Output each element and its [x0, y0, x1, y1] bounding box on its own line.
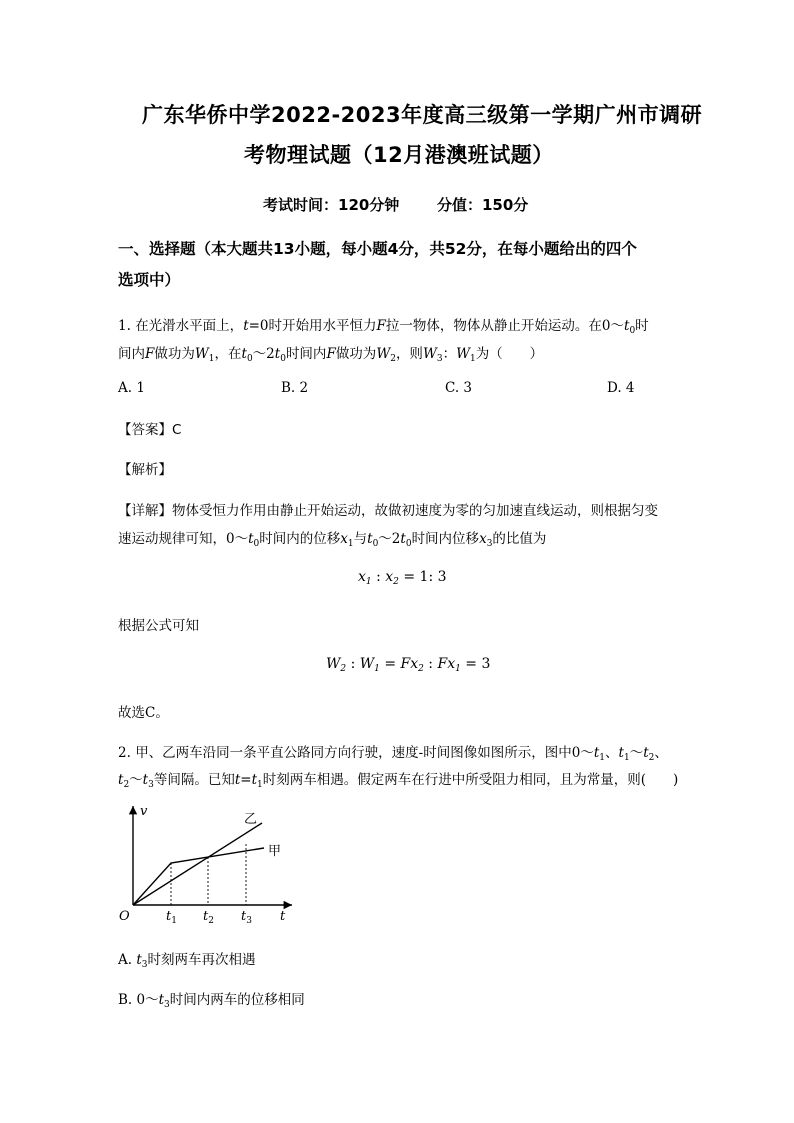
q2-sub: 2	[648, 753, 655, 763]
eq-sub: 2	[393, 577, 399, 587]
q2-text: =	[240, 772, 252, 788]
q1-var: W	[456, 346, 470, 362]
line-jia	[133, 848, 264, 905]
q1-text: 时间内的位移	[259, 531, 341, 547]
q2-sub: 3	[141, 960, 148, 970]
origin-label: O	[119, 909, 130, 924]
q1-var: t	[241, 346, 247, 362]
eq-sub: 1	[455, 664, 461, 674]
q1-text: ～2	[252, 346, 275, 362]
q1-sub: 0	[253, 539, 260, 549]
q2-text: 甲、乙两车沿同一条平直公路同方向行驶，速度-时间图像如图所示，图中0～	[135, 745, 594, 761]
q1-text: ，在	[214, 346, 242, 362]
q1-sub: 0	[405, 539, 412, 549]
eq-var: Fx	[437, 656, 456, 672]
q2-sub: 1	[599, 753, 606, 763]
q1-var: F	[376, 318, 386, 334]
t3-var: t	[241, 909, 247, 924]
q1-var: t	[400, 531, 406, 547]
q1-text: 做功为	[154, 346, 195, 362]
q1-text: ～2	[378, 531, 401, 547]
q2-var: t	[643, 745, 649, 761]
q2-text: 、	[654, 745, 668, 761]
q1-detail-line2	[118, 527, 546, 547]
t2-var: t	[203, 909, 209, 924]
q1-sub: 3	[486, 539, 493, 549]
q2-sub: 1	[257, 780, 263, 790]
q2-var: t	[136, 952, 142, 968]
q1-sub: 1	[347, 539, 354, 549]
q2-var: t	[251, 772, 258, 788]
q2-opt-text: A.	[118, 952, 137, 968]
q1-text: 在光滑水平面上，	[135, 318, 244, 334]
q1-detail-label: 【详解】	[118, 503, 172, 519]
q2-number: 2.	[118, 745, 131, 761]
q1-var: t	[243, 318, 249, 334]
q1-sub: 2	[390, 354, 396, 364]
q2-text: 时刻两车相遇。假定两车在行进中所受阻力相同，且为常量，则( )	[262, 772, 679, 788]
q1-text: 时间内	[285, 346, 327, 362]
q1-sub: 0	[629, 326, 636, 336]
eq-var: x	[385, 569, 394, 585]
equation-displacement-ratio	[358, 569, 447, 585]
eq-sub: 1	[374, 664, 380, 674]
q1-sub: 0	[280, 354, 286, 364]
line-yi	[133, 823, 262, 905]
q2-opt-text: B. 0～	[118, 992, 159, 1008]
q1-text: 时间内位移	[411, 531, 480, 547]
t2-sub: 2	[208, 916, 214, 926]
q1-analysis-label: 【解析】	[118, 462, 172, 478]
t-axis-label: t	[280, 909, 286, 924]
yi-label: 乙	[244, 812, 258, 827]
q1-var: x	[479, 531, 487, 547]
q2-var: t	[118, 772, 124, 788]
q1-sub: 3	[436, 354, 443, 364]
t3-sub: 3	[246, 916, 252, 926]
q2-text: ～	[129, 772, 143, 788]
q1-var: W	[376, 346, 391, 362]
jia-label: 甲	[268, 844, 282, 859]
q1-text: ，则	[395, 346, 423, 362]
q1-text: 的比值为	[492, 531, 547, 547]
exam-time: 考试时间：120分钟	[263, 196, 400, 214]
q1-option-b[interactable]: B. 2	[281, 380, 309, 396]
t1-label	[166, 909, 177, 926]
q1-text: 时	[635, 318, 649, 334]
eq-op: = 3	[460, 656, 491, 672]
eq-var: Fx	[400, 656, 419, 672]
q1-var: x	[340, 531, 348, 547]
eq-op: :	[346, 656, 360, 672]
q2-text: 等间隔。已知	[153, 772, 235, 788]
t2-label	[203, 909, 214, 926]
q1-var: W	[422, 346, 437, 362]
equation-work-ratio	[326, 656, 490, 672]
q1-var: F	[145, 346, 155, 362]
section-heading-line2: 选项中）	[118, 271, 181, 289]
q2-var: t	[158, 992, 165, 1008]
eq-op: :	[423, 656, 438, 672]
eq-var: x	[358, 569, 366, 585]
q1-text: 速运动规律可知，0～	[118, 531, 249, 547]
eq-op: =	[379, 656, 401, 672]
eq-sub: 2	[340, 664, 347, 674]
q2-text: ～	[629, 745, 644, 761]
q2-sub: 1	[623, 753, 630, 763]
q1-sub: 1	[469, 354, 476, 364]
q1-var: t	[248, 531, 254, 547]
q1-sub: 0	[246, 354, 253, 364]
q1-var: t	[367, 531, 373, 547]
q1-line1	[118, 314, 649, 334]
q2-var: t	[618, 745, 624, 761]
q1-answer: 【答案】C	[118, 422, 182, 438]
q2-sub: 2	[123, 780, 130, 790]
q2-var: t	[142, 772, 149, 788]
q1-sub: 1	[208, 354, 215, 364]
q1-text: ：	[442, 346, 457, 362]
eq-sub: 2	[418, 664, 424, 674]
q1-sub: 0	[372, 539, 379, 549]
eq-sub: 1	[365, 577, 372, 587]
exam-score: 分值：150分	[437, 196, 529, 214]
q2-var: t	[234, 772, 241, 788]
q1-text: 与	[353, 531, 368, 547]
q1-option-c[interactable]: C. 3	[445, 380, 473, 396]
q1-var: F	[326, 346, 336, 362]
eq-var: W	[326, 656, 341, 672]
q2-opt-text: 时刻两车再次相遇	[147, 952, 256, 968]
q1-text: 为（ ）	[475, 346, 544, 362]
q2-opt-text: 时间内两车的位移相同	[169, 992, 305, 1008]
q1-formula-intro: 根据公式可知	[118, 618, 199, 634]
q2-var: t	[593, 745, 600, 761]
velocity-time-graph	[112, 800, 302, 930]
v-axis-label: v	[140, 804, 148, 819]
t3-label	[241, 909, 252, 926]
q2-line1	[118, 741, 668, 761]
page-title-line1: 广东华侨中学2022-2023年度高三级第一学期广州市调研	[142, 103, 703, 127]
q1-detail-line1	[118, 499, 658, 519]
section-heading-line1: 一、选择题（本大题共13小题，每小题4分，共52分，在每小题给出的四个	[118, 240, 637, 258]
q1-text: 拉一物体，物体从静止开始运动。在0～	[385, 318, 624, 334]
page-title-line2: 考物理试题（12月港澳班试题）	[244, 143, 554, 167]
q2-option-a[interactable]	[118, 948, 256, 968]
eq-op: = 1: 3	[398, 569, 447, 585]
q1-text: 间内	[118, 346, 145, 362]
eq-op: :	[371, 569, 386, 585]
q1-number: 1.	[118, 318, 131, 334]
q1-conclusion: 故选C。	[118, 705, 169, 721]
q1-var: t	[624, 318, 630, 334]
q1-text: =0时开始用水平恒力	[248, 318, 377, 334]
q1-text: 做功为	[335, 346, 377, 362]
q1-option-d[interactable]: D. 4	[607, 380, 635, 396]
q2-text: 、	[605, 745, 619, 761]
q1-var: W	[194, 346, 209, 362]
q2-line2	[118, 768, 678, 788]
q1-option-a[interactable]: A. 1	[118, 380, 145, 396]
q2-sub: 3	[164, 1000, 170, 1010]
q1-var: t	[274, 346, 281, 362]
q1-line2	[118, 342, 543, 362]
eq-var: W	[359, 656, 375, 672]
t1-var: t	[166, 909, 172, 924]
t1-sub: 1	[171, 916, 177, 926]
q1-detail-text: 物体受恒力作用由静止开始运动，故做初速度为零的匀加速直线运动，则根据匀变	[172, 503, 658, 519]
q2-option-b[interactable]	[118, 988, 305, 1008]
q2-sub: 3	[148, 780, 154, 790]
